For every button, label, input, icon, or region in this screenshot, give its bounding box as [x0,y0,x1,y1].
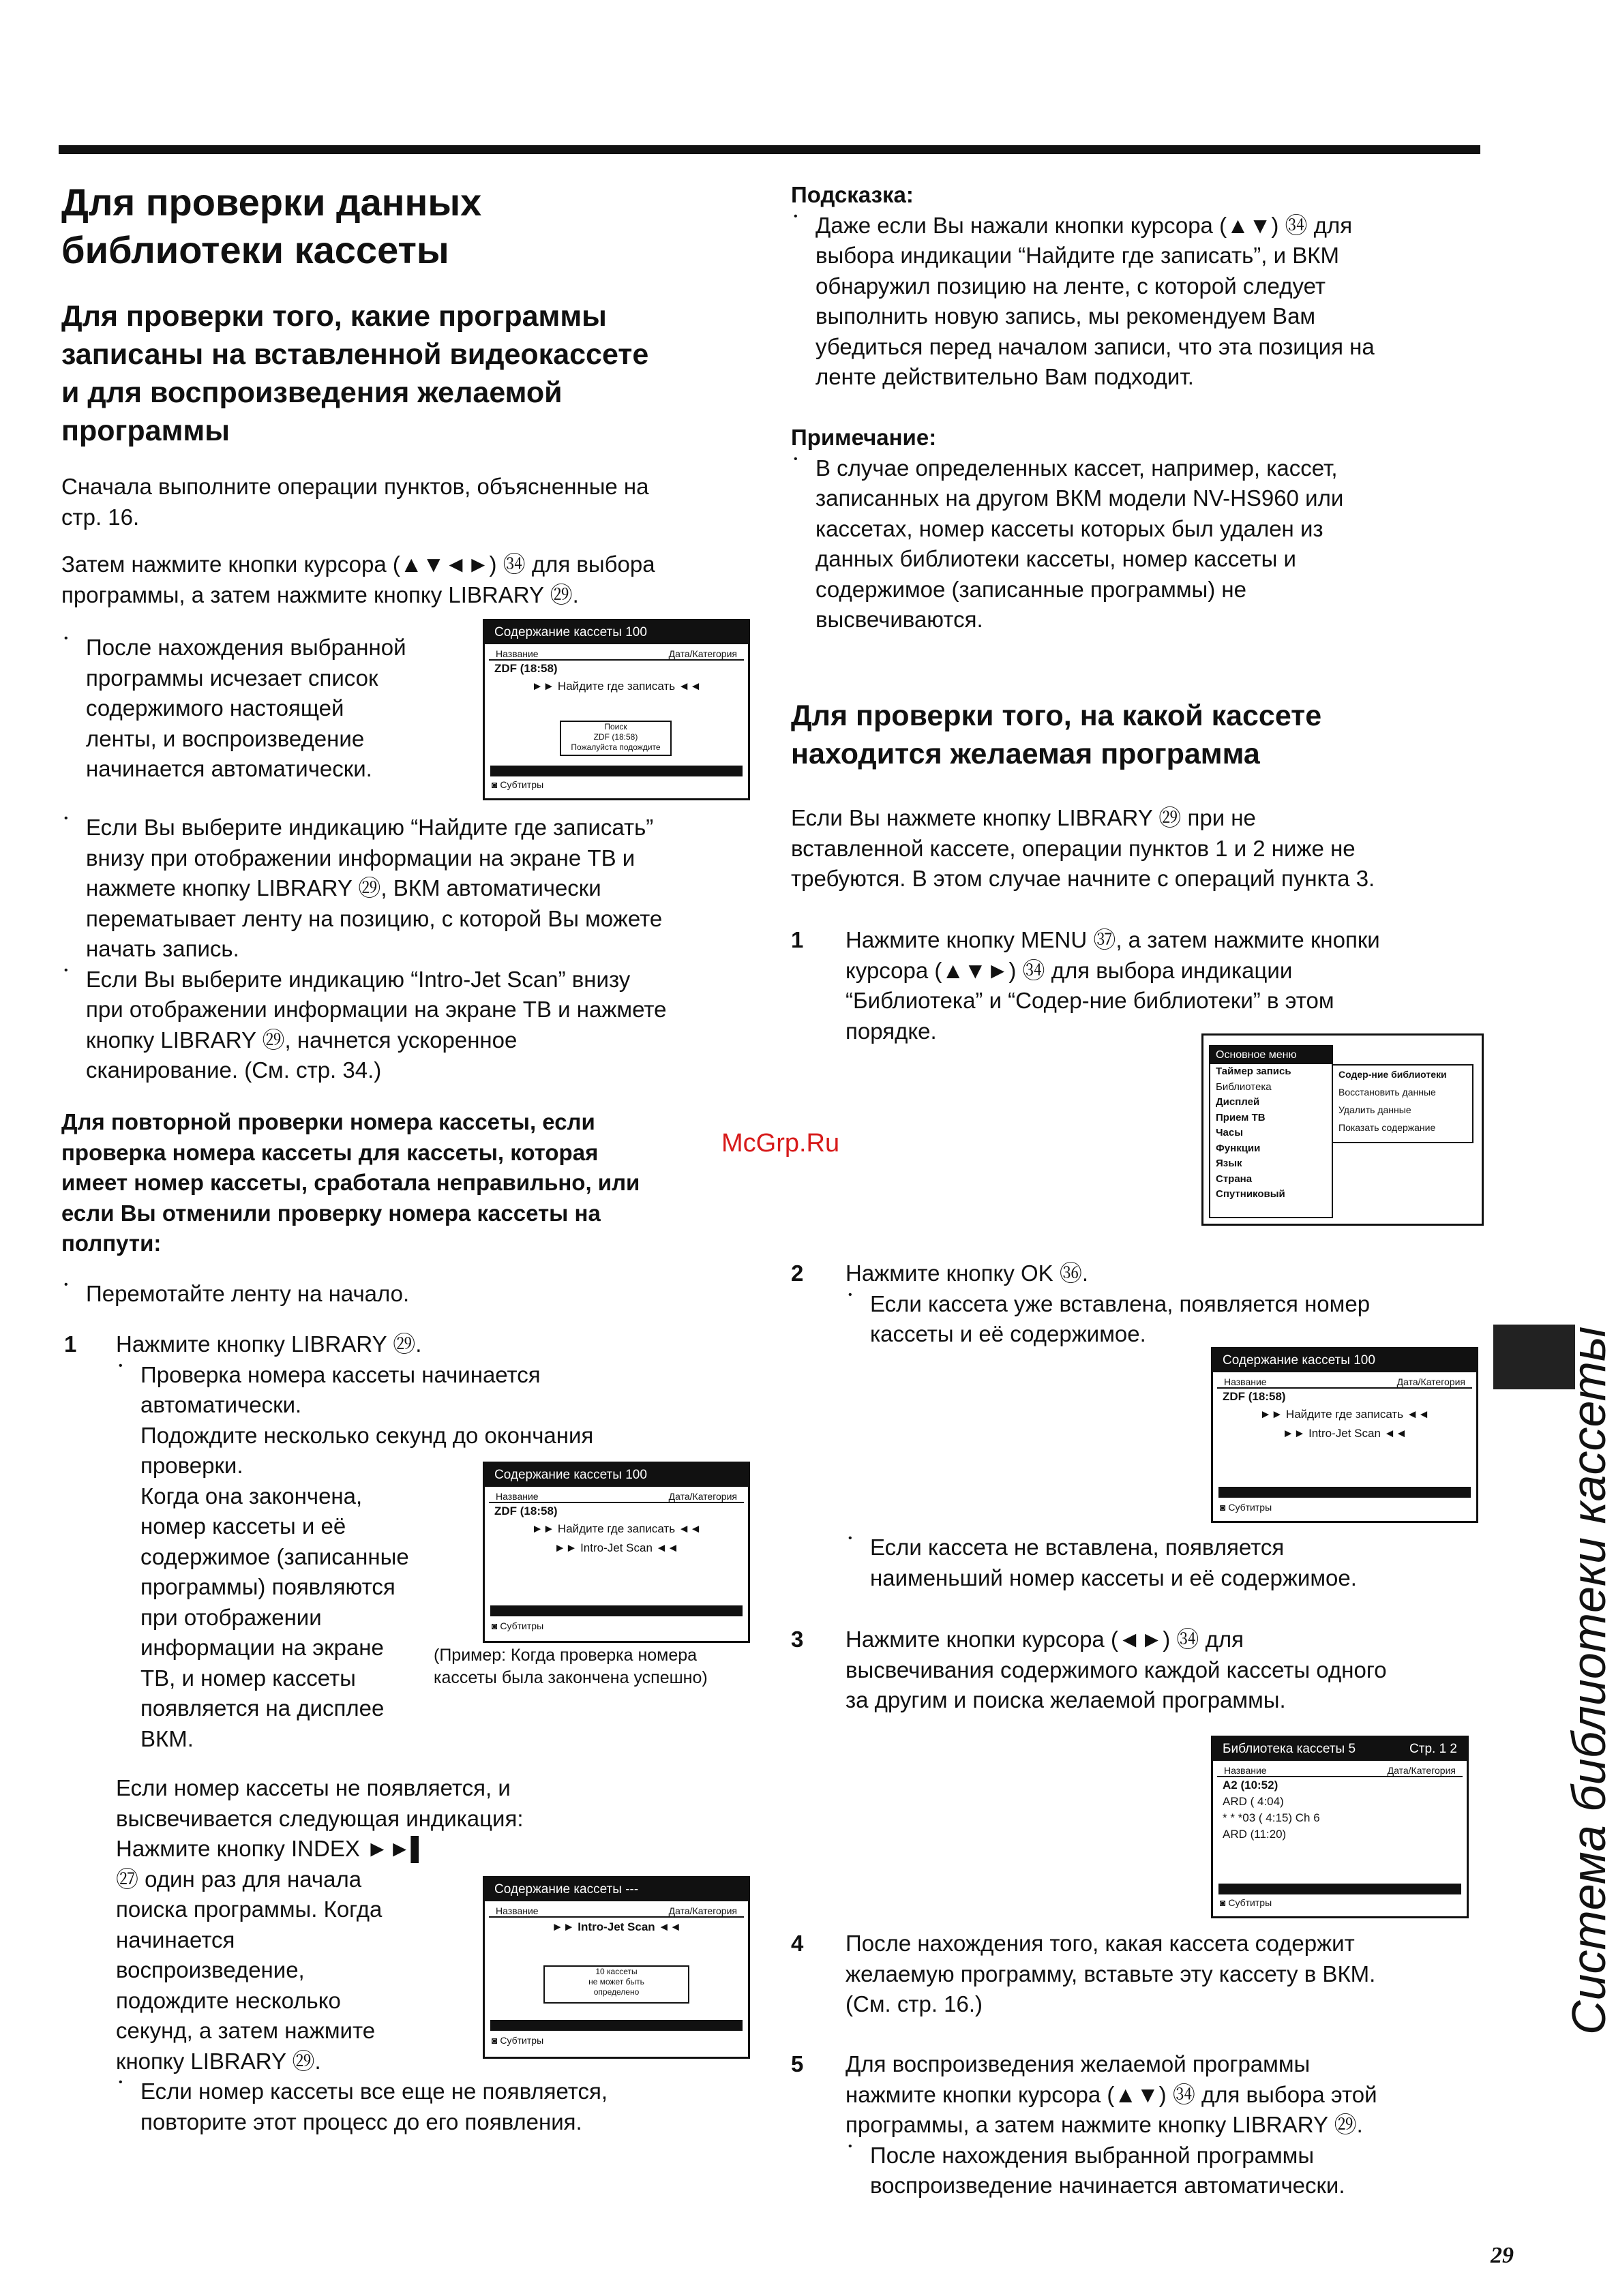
bullet-line: • Перемотайте ленту на начало. [86,1281,410,1306]
subtitles-label: ◙ Субтитры [492,2035,544,2046]
menu-item: Прием ТВ [1216,1111,1266,1123]
bullet-line: ленты, и воспроизведение [86,725,365,751]
bullet-line: • После нахождения выбранной [86,635,406,660]
hint-line: выполнить новую запись, мы рекомендуем Вам [816,303,1316,329]
menu-item: Функции [1216,1142,1261,1154]
step-line: программы, а затем нажмите кнопку LIBRARY ㉙. [846,2112,1363,2137]
bullet-line: воспроизведение начинается автоматически. [870,2173,1345,2198]
done-line: при отображении [140,1604,322,1630]
hint-line: обнаружил позицию на ленте, с которой следует [816,273,1326,299]
bullet-line: кнопку LIBRARY ㉙, начнется ускоренное [86,1027,518,1053]
done-line: ТВ, и номер кассеты [140,1665,356,1691]
step-line: Нажмите кнопки курсора (◄►) ㉞ для [846,1627,1244,1652]
heading-line: если Вы отменили проверку номера кассеты на [61,1200,601,1226]
done-line: ВКМ. [140,1725,194,1751]
introjet-option: ►► Intro-Jet Scan ◄◄ [551,1920,682,1933]
done-line: Когда она закончена, [140,1483,363,1509]
subtitles-label: ◙ Субтитры [1220,1897,1272,1908]
sub-menu [1332,1064,1473,1143]
heading-line: проверка номера кассеты для кассеты, которая [61,1139,599,1165]
page-number: 29 [1491,2243,1514,2268]
note-line: содержимое (записанные программы) не [816,576,1246,602]
step-line: нажмите кнопки курсора (▲▼) ㉞ для выбора этой [846,2081,1377,2107]
bullet-line: • Если кассета уже вставлена, появляется номер [870,1290,1371,1316]
tv-screen-library [1211,1736,1469,1918]
bullet-line: внизу при отображении информации на экране ТВ и [86,845,635,871]
hint-line: выбора индикации “Найдите где записать”, и ВКМ [816,243,1339,268]
bullet-line: сканирование. (См. стр. 34.) [86,1057,382,1083]
bullet-line: • Если номер кассеты все еще не появляется, [140,2079,608,2104]
bullet-line: при отображении информации на экране ТВ и нажмете [86,997,667,1022]
note-line: высвечиваются. [816,607,983,632]
menu-title: Основное меню [1210,1046,1332,1064]
subtitle-line: Для проверки того, какие программы [61,300,607,333]
bullet-line: кассеты и её содержимое. [870,1321,1146,1346]
note-heading: Примечание: [791,425,937,450]
index-line: ㉗ один раз для начала [116,1866,362,1892]
step-line: После нахождения того, какая кассета содержит [846,1931,1355,1956]
date-column: Дата/Категория [668,1491,737,1502]
library-title-bar [1213,1738,1467,1761]
heading-line: имеет номер кассеты, сработала неправильно, или [61,1170,640,1195]
step-line: Нажмите кнопку MENU ㊲, а затем нажмите кнопки [846,927,1380,952]
note-line: Если номер кассеты не появляется, и [116,1775,511,1800]
step-line: “Библиотека” и “Содер-ние библиотеки” в этом [846,988,1334,1013]
bullet-line: перематывает ленту на позицию, с которой Вы можете [86,905,663,931]
box-line: определено [593,1987,640,1997]
menu-item: Язык [1216,1158,1242,1169]
bullet-line: начать запись. [86,936,239,961]
caption-line: кассеты была закончена успешно) [434,1668,708,1687]
step-line: порядке. [846,1018,937,1044]
rewind-bullet [61,1279,750,1310]
done-line: содержимое (записанные [140,1543,409,1569]
right-step-5 [846,2049,1480,2201]
step-line: курсора (▲▼►) ㉞ для выбора индикации [846,957,1293,983]
wait-line: Подождите несколько секунд до окончания [140,1422,594,1448]
submenu-item: Содер-ние библиотеки [1338,1069,1447,1080]
index-line: кнопку LIBRARY ㉙. [116,2048,321,2074]
step-line: Для воспроизведения желаемой программы [846,2051,1311,2076]
hint-line: ленте действительно Вам подходит. [816,364,1194,389]
right-step-4 [846,1929,1480,2020]
intro-line: Если Вы нажмете кнопку LIBRARY ㉙ при не [791,805,1256,830]
library-row: ARD ( 4:04) [1223,1795,1284,1808]
done-line: появляется на дисплее [140,1695,385,1721]
done-line: номер кассеты и её [140,1513,346,1539]
index-line: Нажмите кнопку INDEX ►►▌ [116,1836,427,1861]
box-line: 10 кассеты [595,1967,638,1976]
menu-item: Дисплей [1216,1096,1260,1108]
left-column [61,179,750,274]
step-number: 4 [791,1931,804,1956]
tv-screen-unknown [483,1876,750,2059]
entry: ZDF (18:58) [494,662,558,675]
bullet-line: содержимого настоящей [86,695,344,721]
bullet-find-where [61,813,750,1086]
date-column: Дата/Категория [668,648,737,659]
subtitles-label: ◙ Субтитры [492,1620,544,1631]
step-number: 1 [791,927,804,952]
menu-item: Таймер запись [1216,1066,1291,1077]
step-number: 3 [791,1627,804,1652]
index-line: воспроизведение, [116,1957,305,1982]
index-line: подождите несколько [116,1987,341,2013]
name-column: Название [1224,1765,1267,1776]
subtitles-label: ◙ Субтитры [492,779,544,790]
introjet-option: ►► Intro-Jet Scan ◄◄ [554,1541,679,1554]
date-column: Дата/Категория [668,1905,737,1916]
screen-bar [490,1605,743,1616]
bullet-line: • Если Вы выберите индикацию “Найдите где записать” [86,815,654,840]
submenu-item: Показать содержание [1338,1122,1436,1133]
screen-bar [1218,1884,1461,1894]
done-line: информации на экране [140,1635,384,1660]
subtitles-label: ◙ Субтитры [1220,1502,1272,1513]
heading-line: полпути: [61,1230,162,1256]
index-line: поиска программы. Когда [116,1897,383,1922]
step-line: высвечивания содержимого каждой кассеты одного [846,1657,1387,1682]
bullet-line: начинается автоматически. [86,756,372,781]
undetermined-box [543,1965,689,2004]
find-option: ►► Найдите где записать ◄◄ [531,680,702,693]
page-title-line2: библиотеки кассеты [61,228,449,271]
hint-block [791,180,1480,393]
name-column: Название [496,1905,539,1916]
intro-line: Затем нажмите кнопки курсора (▲▼◄►) ㉞ для выбора [61,552,655,577]
page-title-line1: Для проверки данных [61,181,482,224]
intro-line: программы, а затем нажмите кнопку LIBRARY ㉙. [61,581,579,607]
box-line: не может быть [588,1977,644,1987]
submenu-item: Удалить данные [1338,1104,1411,1115]
find-option: ►► Найдите где записать ◄◄ [1259,1408,1430,1421]
intro-line: требуются. В этом случае начните с операций пункта 3. [791,866,1375,891]
step-line: за другим и поиска желаемой программы. [846,1687,1286,1712]
library-title: Библиотека кассеты 5 [1223,1742,1356,1756]
name-column: Название [496,1491,539,1502]
find-option: ►► Найдите где записать ◄◄ [531,1522,702,1535]
intro-1 [61,472,750,532]
menu-item: Спутниковый [1216,1188,1285,1200]
menu-item: Страна [1216,1173,1253,1185]
heading-line: Для проверки того, на какой кассете [791,699,1322,732]
subtitle-line: программы [61,414,230,447]
screen-bar [1218,1487,1471,1498]
entry: ZDF (18:58) [494,1505,558,1517]
note-line: кассетах, номер кассеты которых был удален из [816,515,1323,541]
screen-title: Содержание кассеты 100 [485,621,748,644]
step-line: Нажмите кнопку OK ㊱. [846,1260,1089,1286]
screen-bar [490,766,743,776]
screen-title: Содержание кассеты --- [485,1878,748,1901]
intro-2 [61,549,750,610]
note-block [791,423,1480,635]
note-line: данных библиотеки кассеты, номер кассеты и [816,546,1296,571]
watermark: McGrp.Ru [721,1129,840,1158]
tv-screen-menu [1201,1033,1484,1226]
tv-screen-search [483,619,750,800]
step-number: 2 [791,1260,804,1286]
intro-line: вставленной кассете, операции пунктов 1 и 2 ниже не [791,835,1356,861]
right-step-2-bullet2 [846,1532,1480,1593]
bullet-line: • После нахождения выбранной программы [870,2142,1315,2168]
index-line: начинается [116,1927,235,1952]
example-caption [434,1644,754,1689]
hint-line: убедиться перед началом записи, что эта позиция на [816,333,1375,359]
right-intro [791,803,1480,894]
search-entry: ZDF (18:58) [593,732,638,742]
bullet-line: наименьший номер кассеты и её содержимое. [870,1565,1357,1590]
bullet-line: программы исчезает список [86,665,378,691]
library-row: * * *03 ( 4:15) Ch 6 [1223,1811,1320,1824]
note-line: высвечивается следующая индикация: [116,1805,524,1831]
screen-title: Содержание кассеты 100 [485,1464,748,1487]
bullet-line: нажмете кнопку LIBRARY ㉙, ВКМ автоматически [86,875,601,901]
subtitle-block [61,297,750,450]
menu-item: Часы [1216,1127,1244,1138]
bullet-after-find [61,633,470,785]
subtitle-line: записаны на вставленной видеокассете [61,338,649,371]
entry: ZDF (18:58) [1223,1390,1286,1403]
index-line: секунд, а затем нажмите [116,2018,376,2043]
done-line: программы) появляются [140,1574,395,1599]
screen-title: Содержание кассеты 100 [1213,1349,1476,1372]
right-step-1 [846,925,1480,1046]
screen-bar [490,2020,743,2031]
hint-heading: Подсказка: [791,182,914,207]
date-column: Дата/Категория [1396,1376,1465,1387]
note-line: записанных на другом ВКМ модели NV-HS960 или [816,485,1344,511]
bullet-line: повторите этот процесс до его появления. [140,2109,582,2134]
intro-line: Сначала выполните операции пунктов, объясненные на [61,474,649,499]
note-line: • В случае определенных кассет, например, кассет, [816,455,1338,481]
step-line: (См. стр. 16.) [846,1991,983,2016]
search-box [560,721,672,756]
tv-screen-contents [483,1462,750,1643]
wait-line: проверки. [140,1453,243,1478]
right-step-2 [846,1258,1480,1350]
search-wait: Пожалуйста подождите [571,742,661,752]
right-heading [791,697,1480,773]
heading-line: находится желаемая программа [791,738,1260,770]
intro-line: стр. 16. [61,504,140,530]
introjet-option: ►► Intro-Jet Scan ◄◄ [1282,1427,1407,1440]
bullet-line: автоматически. [140,1392,302,1417]
tv-screen-inserted [1211,1347,1478,1523]
recheck-heading [61,1107,750,1259]
step-number: 1 [64,1331,77,1357]
date-column: Дата/Категория [1387,1765,1456,1776]
submenu-item: Восстановить данные [1338,1087,1436,1098]
top-rule [59,145,1480,154]
bullet-line: • Если кассета не вставлена, появляется [870,1535,1285,1560]
step-line: желаемую программу, вставьте эту кассету в ВКМ. [846,1961,1376,1987]
step-number: 5 [791,2051,804,2076]
library-row: ARD (11:20) [1223,1828,1287,1841]
main-menu [1209,1045,1333,1218]
menu-item: Библиотека [1216,1081,1272,1093]
name-column: Название [1224,1376,1267,1387]
library-page: Стр. 1 2 [1409,1742,1457,1756]
name-column: Название [496,648,539,659]
section-label: Система библиотеки кассеты [1562,1326,1615,2035]
step-text: Нажмите кнопку LIBRARY ㉙. [116,1331,422,1357]
bullet-line: • Если Вы выберите индикацию “Intro-Jet Scan” внизу [86,966,631,992]
hint-line: • Даже если Вы нажали кнопки курсора (▲▼) ㉞ для [816,212,1353,238]
bullet-line: • Проверка номера кассеты начинается [140,1361,541,1387]
library-row: A2 (10:52) [1223,1779,1278,1792]
caption-line: (Пример: Когда проверка номера [434,1646,698,1665]
subtitle-line: и для воспроизведения желаемой [61,376,563,409]
search-label: Поиск [604,722,627,731]
right-step-3 [846,1625,1480,1716]
heading-line: Для повторной проверки номера кассеты, если [61,1109,595,1134]
